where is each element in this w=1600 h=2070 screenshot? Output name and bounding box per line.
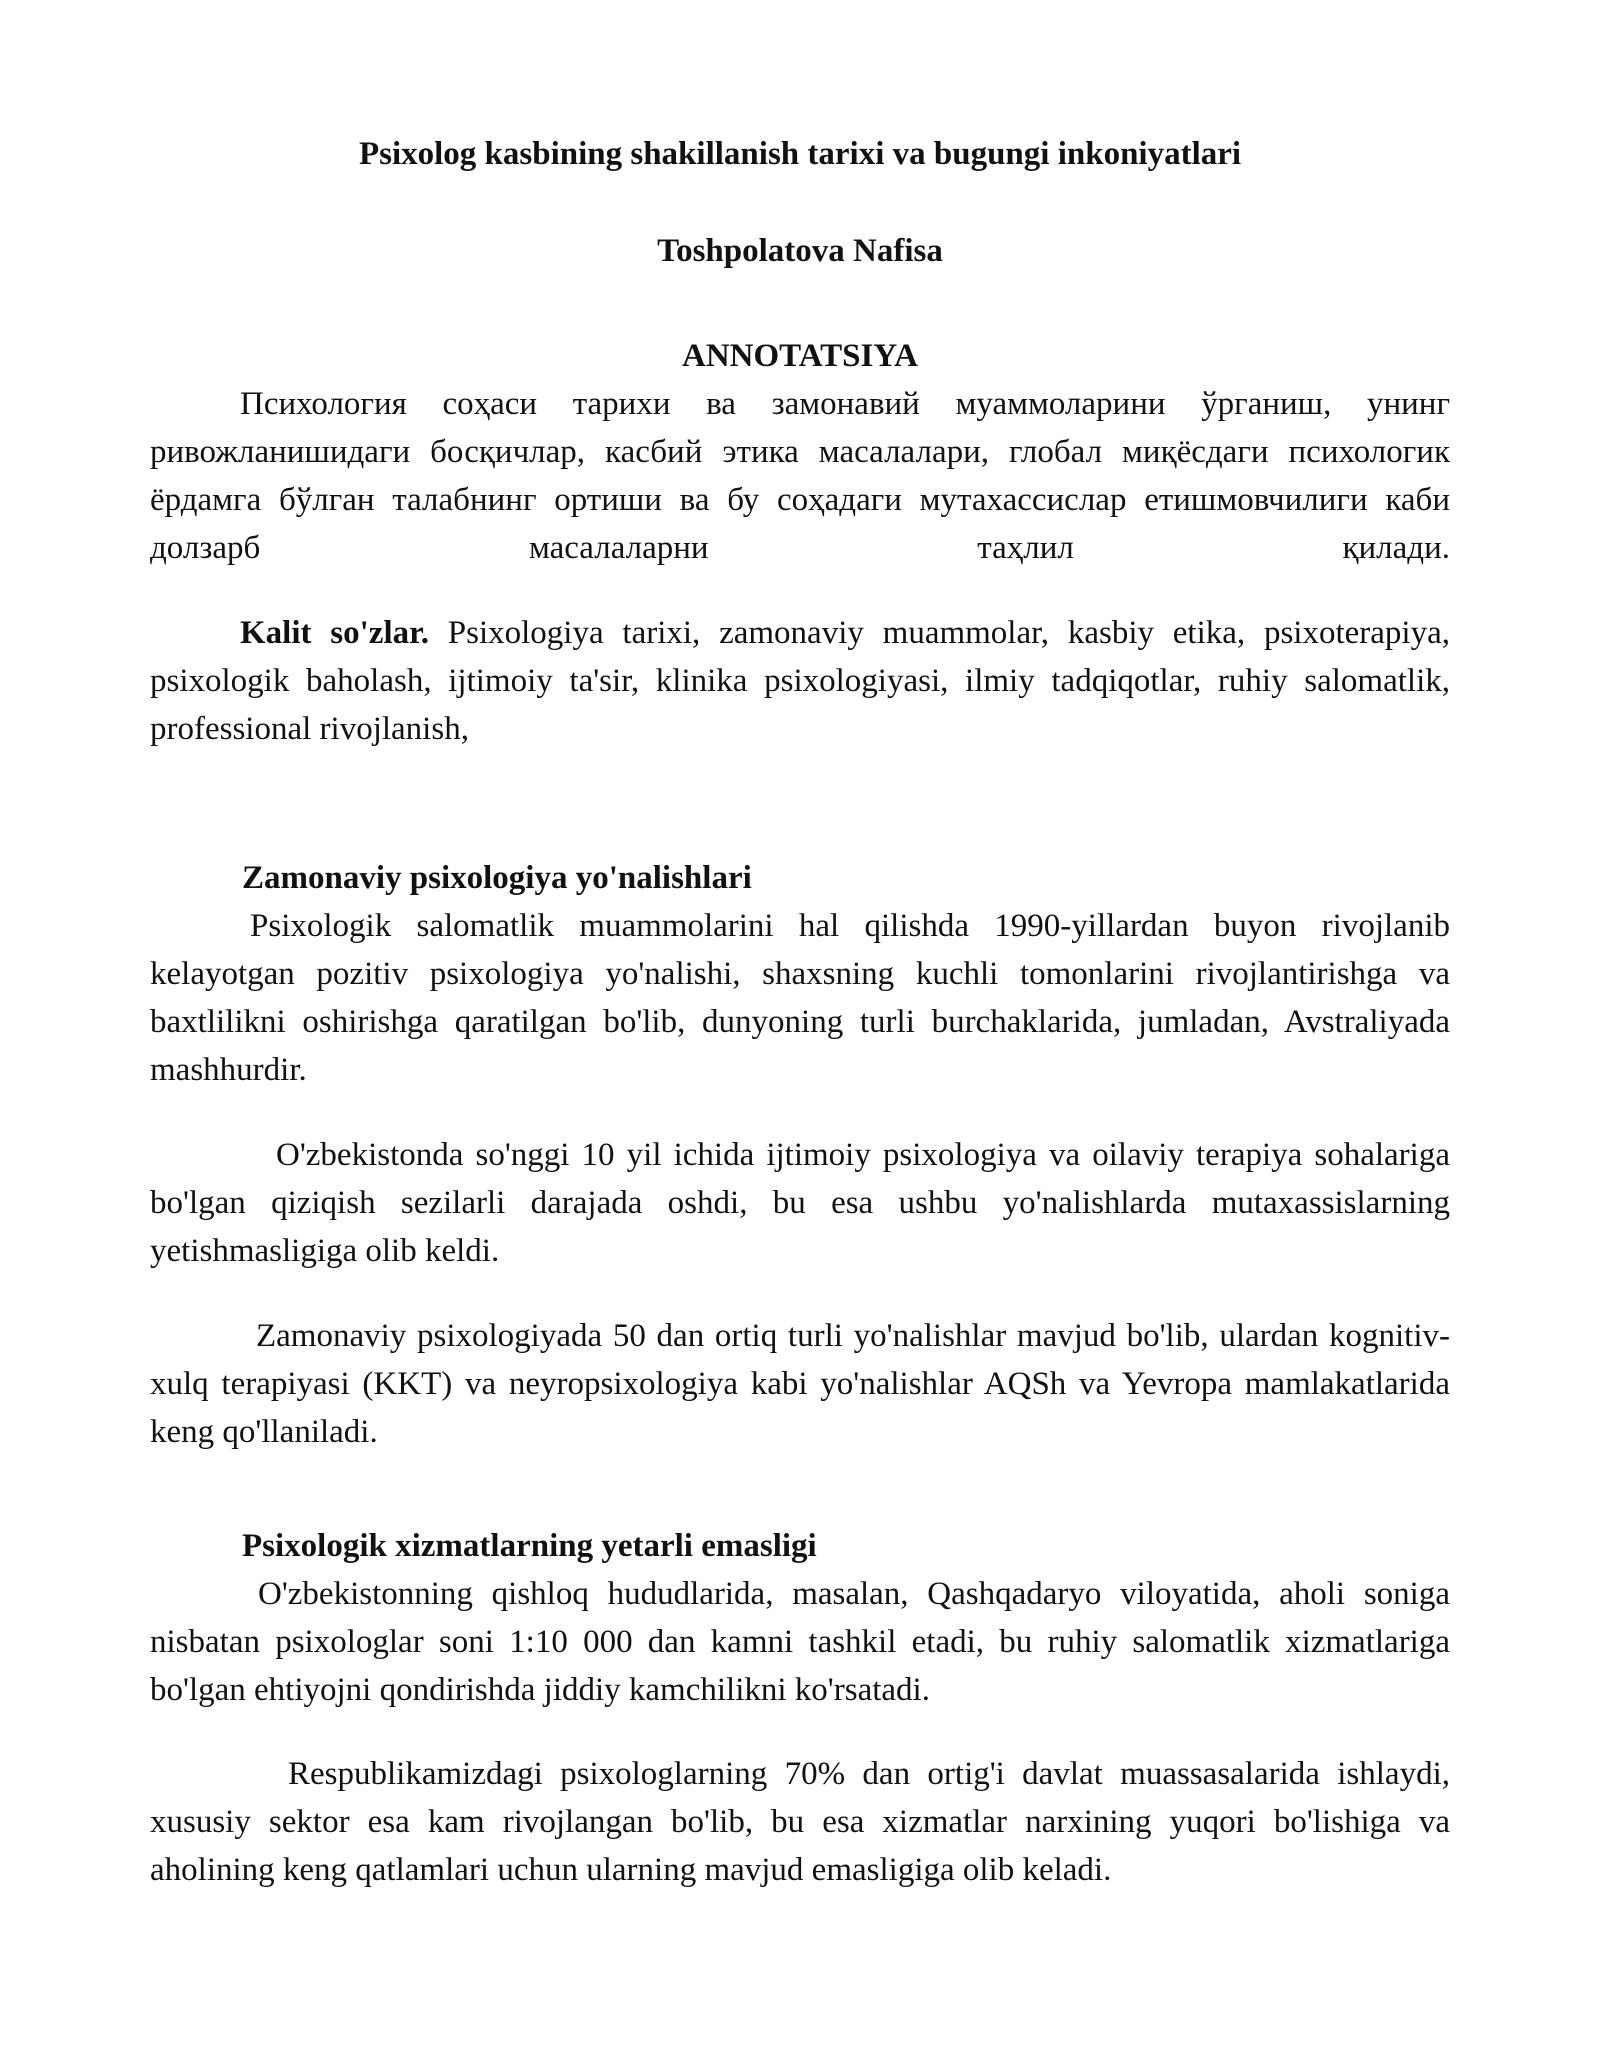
document-title: Psixolog kasbining shakillanish tarixi va bugungi inkoniyatlari <box>358 136 1242 172</box>
paragraph-directions-count: Zamonaviy psixologiyada 50 dan ortiq turli yo'nalishlar mavjud bo'lib, ulardan kognitiv-xulq terapiyasi (KKT) va neyropsixologiya kabi yo'nalishlar AQSh va Yevropa mamlakatlarida keng qo'llaniladi. <box>150 1318 1450 1450</box>
annotation-heading: ANNOTATSIYA <box>682 338 918 374</box>
paragraph-positive-psychology: Psixologik salomatlik muammolarini hal qilishda 1990-yillardan buyon rivojlanib kelayotgan pozitiv psixologiya yo'nalishi, shaxsning kuchli tomonlarini rivojlantirishga va baxtlilikni oshirishga qaratilgan bo'lib, dunyoning turli burchaklarida, jumladan, Avstraliyada mashhurdir. <box>150 908 1450 1088</box>
section-heading-services-insufficiency: Psixologik xizmatlarning yetarli emasligi <box>242 1528 817 1564</box>
annotation-text: Психология соҳаси тарихи ва замонавий муаммоларини ўрганиш, унинг ривожланишидаги босқичлар, касбий этика масалалари, глобал миқёсдаги психологик ёрдамга бўлган талабнинг ортиши ва бу соҳадаги мутахассислар етишмовчилиги каби долзарб масалаларни таҳлил қилади. <box>150 386 1450 566</box>
keywords-label: Kalit so'zlar. <box>240 615 429 651</box>
paragraph-state-institutions: Respublikamizdagi psixologlarning 70% dan ortig'i davlat muassasalarida ishlaydi, xususiy sektor esa kam rivojlangan bo'lib, bu esa xizmatlar narxining yuqori bo'lishiga va aholining keng qatlamlari uchun ularning mavjud emasligiga olib keladi. <box>150 1756 1450 1888</box>
paragraph-uzbekistan-interest: O'zbekistonda so'nggi 10 yil ichida ijtimoiy psixologiya va oilaviy terapiya sohalariga bo'lgan qiziqish sezilarli darajada oshdi, bu esa ushbu yo'nalishlarda mutaxassislarning yetishmasligiga olib keldi. <box>150 1137 1450 1269</box>
keywords-paragraph <box>150 609 1450 753</box>
author-name: Toshpolatova Nafisa <box>657 233 943 269</box>
section-heading-modern-directions: Zamonaviy psixologiya yo'nalishlari <box>242 860 752 896</box>
keywords-text: Psixologiya tarixi, zamonaviy muammolar, kasbiy etika, psixoterapiya, psixologik baholash, ijtimoiy ta'sir, klinika psixologiyasi, ilmiy tadqiqotlar, ruhiy salomatlik, professional rivojlanish, <box>150 615 1450 747</box>
paragraph-rural-ratio: O'zbekistonning qishloq hududlarida, masalan, Qashqadaryo viloyatida, aholi soniga nisbatan psixologlar soni 1:10 000 dan kamni tashkil etadi, bu ruhiy salomatlik xizmatlariga bo'lgan ehtiyojni qondirishda jiddiy kamchilikni ko'rsatadi. <box>150 1576 1450 1708</box>
